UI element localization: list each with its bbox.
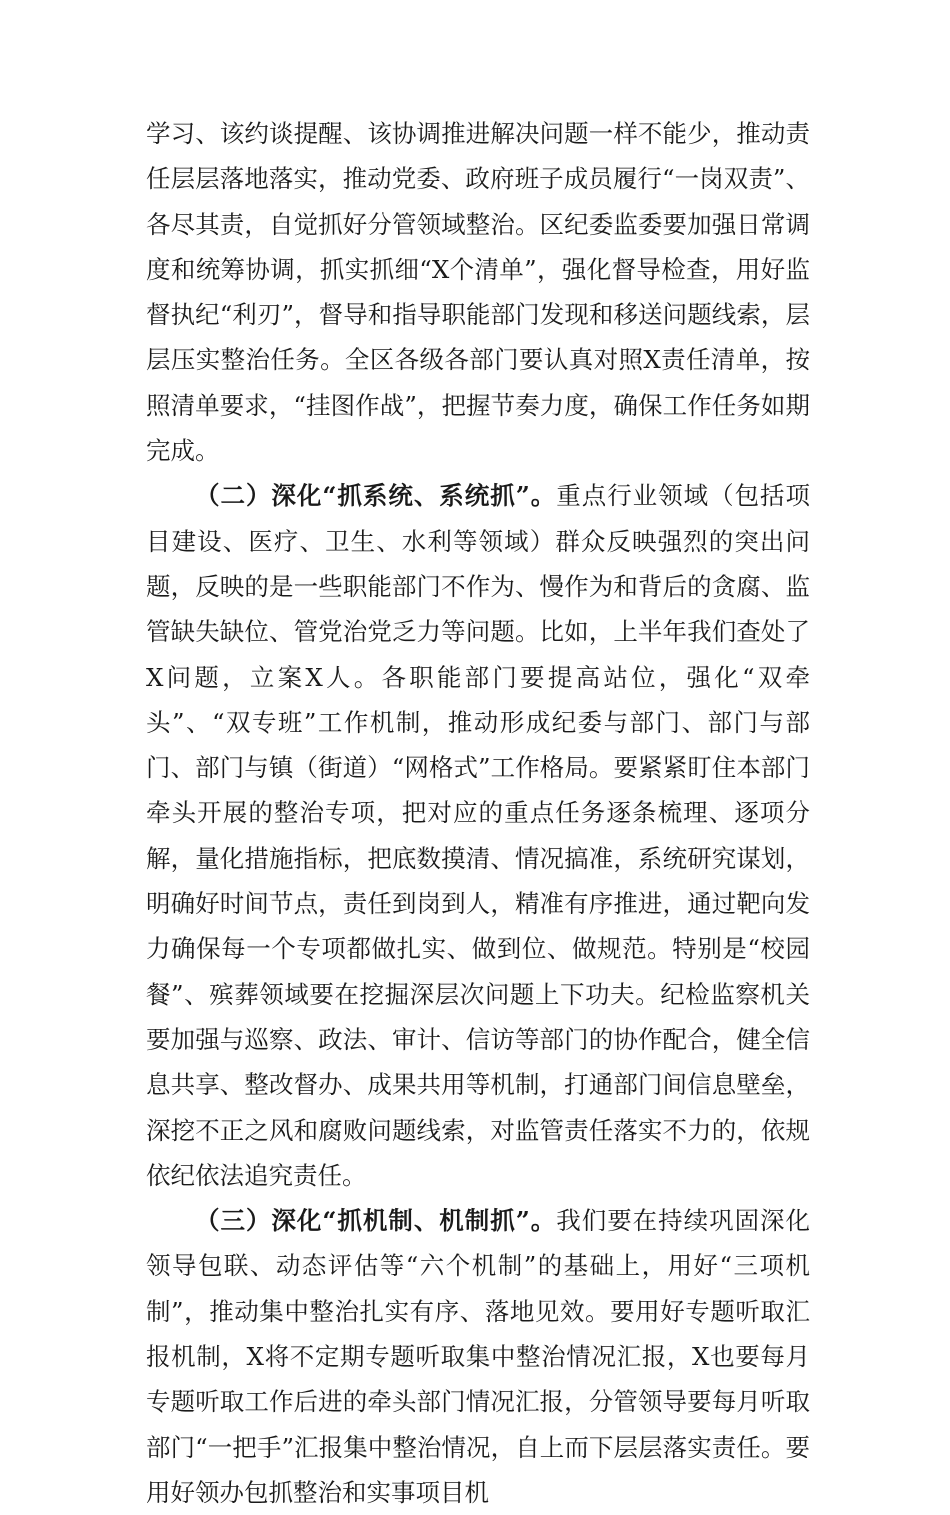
section-heading-2: （二）深化“抓系统、系统抓”。: [195, 481, 557, 511]
document-body: [146, 111, 810, 1515]
section-heading-3: （三）深化“抓机制、机制抓”。: [195, 1206, 557, 1236]
paragraph-1-text: 学习、该约谈提醒、该协调推进解决问题一样不能少，推动责任层层落地落实，推动党委、政府班子成员履行“一岗双责”、各尽其责，自觉抓好分管领域整治。区纪委监委要加强日常调度和统筹协调，抓实抓细“X个清单”，强化督导检查，用好监督执纪“利刃”，督导和指导职能部门发现和移送问题线索，层层压实整治任务。全区各级各部门要认真对照X责任清单，按照清单要求，“挂图作战”，把握节奏力度，确保工作任务如期完成。: [146, 119, 810, 466]
paragraph-2-text: 重点行业领域（包括项目建设、医疗、卫生、水利等领域）群众反映强烈的突出问题，反映的是一些职能部门不作为、慢作为和背后的贪腐、监管缺失缺位、管党治党乏力等问题。比如，上半年我们查处了X问题，立案X人。各职能部门要提高站位，强化“双牵头”、“双专班”工作机制，推动形成纪委与部门、部门与部门、部门与镇（街道）“网格式”工作格局。要紧紧盯住本部门牵头开展的整治专项，把对应的重点任务逐条梳理、逐项分解，量化措施指标，把底数摸清、情况搞准，系统研究谋划，明确好时间节点，责任到岗到人，精准有序推进，通过靶向发力确保每一个专项都做扎实、做到位、做规范。特别是“校园餐”、殡葬领域要在挖掘深层次问题上下功夫。纪检监察机关要加强与巡察、政法、审计、信访等部门的协作配合，健全信息共享、整改督办、成果共用等机制，打通部门间信息壁垒，深挖不正之风和腐败问题线索，对监管责任落实不力的，依规依纪依法追究责任。: [146, 481, 811, 1190]
paragraph-3-text: 我们要在持续巩固深化领导包联、动态评估等“六个机制”的基础上，用好“三项机制”，推动集中整治扎实有序、落地见效。要用好专题听取汇报机制，X将不定期专题听取集中整治情况汇报，X也要每月专题听取工作后进的牵头部门情况汇报，分管领导要每月听取部门“一把手”汇报集中整治情况，自上而下层层落实责任。要用好领办包抓整治和实事项目机: [146, 1206, 811, 1507]
paragraph-3: [146, 1198, 810, 1515]
paragraph-2: [146, 473, 810, 1198]
paragraph-1: [146, 111, 810, 473]
